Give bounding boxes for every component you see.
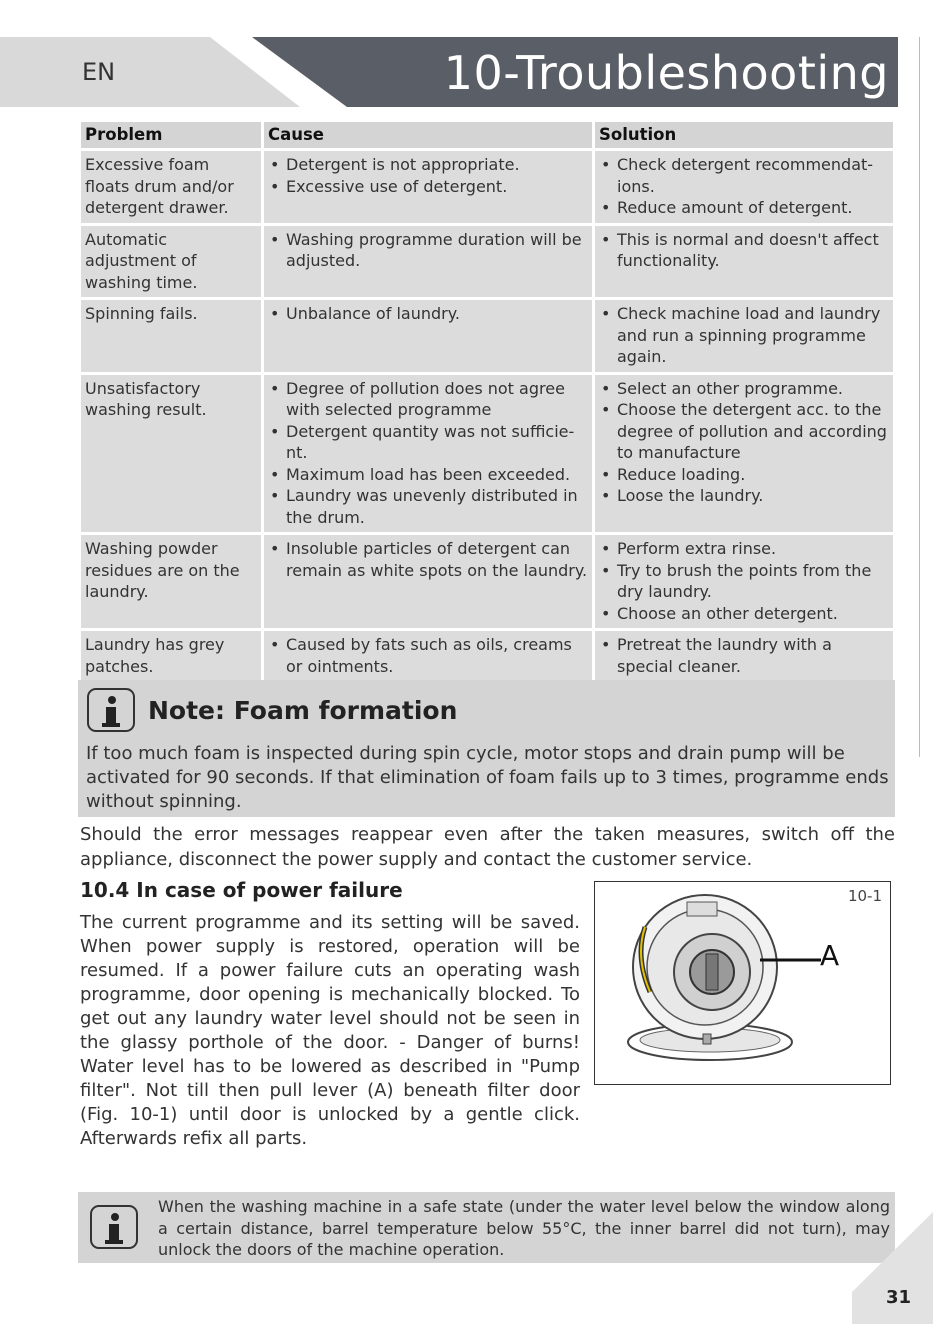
- cause-cell: [264, 375, 592, 533]
- door-illustration: [595, 882, 889, 1083]
- note-text: If too much foam is inspected during spin cycle, motor stops and drain pump will be activated for 90 seconds. If that elimination of foam fails up to 3 times, programme ends without spinning.: [86, 743, 889, 812]
- solution-item: • Perform extra rinse.: [617, 538, 889, 560]
- safety-note-text: When the washing machine in a safe state (under the water level below the window along a certain distance, barrel temperature below 55°C, the inner barrel did not turn), may unlock the doors of the machine operation.: [158, 1197, 890, 1259]
- cause-cell: [264, 631, 592, 681]
- cause-item: • Insoluble particles of detergent can remain as white spots on the laundry.: [286, 538, 588, 581]
- solution-item: • Check machine load and laundry and run a spinning programme again.: [617, 303, 889, 368]
- troubleshooting-table: [78, 119, 896, 684]
- cause-item: • Degree of pollution does not agree with selected programme: [286, 378, 588, 421]
- problem-cell: Spinning fails.: [81, 300, 261, 372]
- solution-item: • Choose the detergent acc. to the degree of pollution and according to manufacture: [617, 399, 889, 464]
- section-text: The current programme and its setting will be saved. When power supply is restored, operation will be resumed. If a power failure cuts an operating wash programme, door opening is mechanically blocked. To get out any laundry water level should not be seen in the glassy porthole of the door. - Danger of burns! Water level has to be lowered as described in "Pump filter". Not till then pull lever (A) beneath filter door (Fig. 10-1) until door is unlocked by a gentle click. Afterwards refix all parts.: [80, 912, 580, 1149]
- header-left-band: [0, 37, 300, 107]
- solution-cell: [595, 535, 893, 628]
- cause-item: • Detergent quantity was not sufficie-nt.: [286, 421, 588, 464]
- error-paragraph: Should the error messages reappear even after the taken measures, switch off the appliance, disconnect the power supply and contact the customer service.: [80, 824, 895, 870]
- table-row: [81, 631, 893, 681]
- solution-item: • Choose an other detergent.: [617, 603, 889, 625]
- solution-item: • This is normal and doesn't affect functionality.: [617, 229, 889, 272]
- page-number: 31: [886, 1287, 912, 1308]
- table-header-row: [81, 122, 893, 148]
- solution-cell: [595, 226, 893, 298]
- section-title: 10.4 In case of power failure: [80, 878, 403, 902]
- cause-item: • Excessive use of detergent.: [286, 176, 588, 198]
- cause-cell: [264, 151, 592, 223]
- margin-rule: [919, 37, 920, 757]
- solution-cell: [595, 631, 893, 681]
- page-title: 10-Troubleshooting: [443, 46, 889, 100]
- solution-cell: [595, 151, 893, 223]
- problem-cell: Automatic adjustment of washing time.: [81, 226, 261, 298]
- info-icon: [90, 1205, 138, 1249]
- table-row: [81, 226, 893, 298]
- solution-item: • Pretreat the laundry with a special cleaner.: [617, 634, 889, 677]
- info-icon: [87, 688, 135, 732]
- foam-note-box: [78, 680, 895, 817]
- cause-cell: [264, 535, 592, 628]
- solution-item: • Reduce amount of detergent.: [617, 197, 889, 219]
- cause-item: • Washing programme duration will be adjusted.: [286, 229, 588, 272]
- problem-cell: Unsatisfactory washing result.: [81, 375, 261, 533]
- solution-item: • Reduce loading.: [617, 464, 889, 486]
- problem-cell: Excessive foam floats drum and/or detergent drawer.: [81, 151, 261, 223]
- cause-item: • Unbalance of laundry.: [286, 303, 588, 325]
- column-header-cause: Cause: [264, 122, 592, 148]
- column-header-solution: Solution: [595, 122, 893, 148]
- table-row: [81, 535, 893, 628]
- cause-item: • Caused by fats such as oils, creams or ointments.: [286, 634, 588, 677]
- solution-cell: [595, 375, 893, 533]
- figure-label: 10-1: [847, 887, 882, 905]
- callout-a: A: [820, 939, 840, 972]
- solution-cell: [595, 300, 893, 372]
- cause-item: • Detergent is not appropriate.: [286, 154, 588, 176]
- table-row: [81, 151, 893, 223]
- cause-cell: [264, 226, 592, 298]
- figure-door-lever: [594, 881, 891, 1085]
- table-row: [81, 300, 893, 372]
- column-header-problem: Problem: [81, 122, 261, 148]
- cause-cell: [264, 300, 592, 372]
- language-label: EN: [82, 58, 116, 86]
- table-row: [81, 375, 893, 533]
- note-title: Note: Foam formation: [148, 696, 458, 725]
- solution-item: • Try to brush the points from the dry laundry.: [617, 560, 889, 603]
- solution-item: • Check detergent recommendat-ions.: [617, 154, 889, 197]
- problem-cell: Laundry has grey patches.: [81, 631, 261, 681]
- solution-item: • Select an other programme.: [617, 378, 889, 400]
- cause-item: • Laundry was unevenly distributed in the drum.: [286, 485, 588, 528]
- safety-note-box: [78, 1192, 895, 1263]
- solution-item: • Loose the laundry.: [617, 485, 889, 507]
- cause-item: • Maximum load has been exceeded.: [286, 464, 588, 486]
- problem-cell: Washing powder residues are on the laundry.: [81, 535, 261, 628]
